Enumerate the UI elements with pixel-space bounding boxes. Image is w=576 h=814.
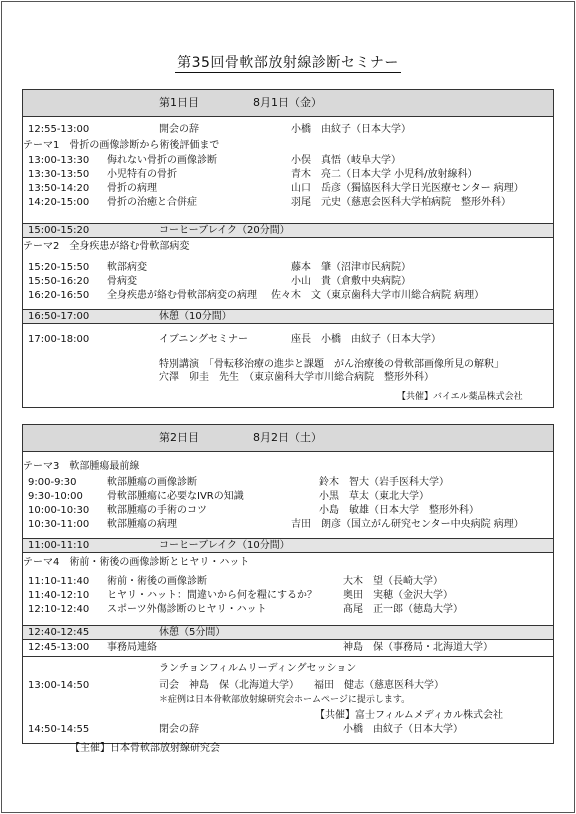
evening-title: イブニングセミナー bbox=[159, 334, 248, 345]
session-row bbox=[23, 261, 553, 274]
session-time: 13:30-13:50 bbox=[28, 169, 90, 180]
session-row bbox=[23, 182, 553, 195]
session-row bbox=[23, 490, 553, 503]
day1-theme1-block bbox=[23, 117, 553, 224]
session-row bbox=[23, 476, 553, 489]
day2-theme3-block bbox=[23, 452, 553, 539]
session-time: 10:00-10:30 bbox=[28, 505, 90, 516]
session-time: 11:40-12:10 bbox=[28, 590, 90, 601]
session-time: 9:30-10:00 bbox=[28, 491, 83, 502]
opening-time: 12:55-13:00 bbox=[28, 124, 90, 135]
session-row bbox=[23, 289, 553, 302]
theme2-heading: テーマ2 全身疾患が絡む骨軟部病変 bbox=[23, 241, 190, 252]
special-lecture-title: 特別講演 「骨転移治療の進歩と課題 がん治療後の骨軟部画像所見の解釈」 bbox=[159, 359, 504, 370]
evening-time: 17:00-18:00 bbox=[28, 334, 90, 345]
session-title: 骨軟部腫瘍に必要なIVRの知識 bbox=[107, 491, 244, 502]
break-time: 16:50-17:00 bbox=[28, 311, 90, 322]
session-row bbox=[23, 589, 553, 602]
session-time: 14:20-15:00 bbox=[28, 197, 90, 208]
rest2-row bbox=[23, 626, 553, 640]
office-time: 12:45-13:00 bbox=[28, 642, 90, 653]
evening-sponsor: 【共催】バイエル薬品株式会社 bbox=[397, 392, 523, 402]
evening-chair: 座長 小橋 由紋子（日本大学） bbox=[291, 334, 441, 345]
session-time: 9:00-9:30 bbox=[28, 477, 77, 488]
rest1-row bbox=[23, 310, 553, 324]
break-time: 11:00-11:10 bbox=[28, 540, 90, 551]
closing-time: 14:50-14:55 bbox=[28, 724, 90, 735]
session-row bbox=[23, 154, 553, 167]
session-title: 骨折の治癒と合併症 bbox=[107, 197, 197, 208]
special-lecture-speaker: 穴澤 卯圭 先生 （東京歯科大学市川総合病院 整形外科） bbox=[159, 372, 434, 383]
organizer-credit: 【主催】日本骨軟部放射線研究会 bbox=[70, 743, 220, 754]
session-time: 16:20-16:50 bbox=[28, 290, 90, 301]
opening-title: 開会の辞 bbox=[159, 124, 199, 135]
luncheon-time: 13:00-14:50 bbox=[28, 680, 90, 691]
session-title: 軟部腫瘍の手術のコツ bbox=[107, 505, 207, 516]
session-title: 骨折の病理 bbox=[107, 183, 157, 194]
break-title: 休憩（5分間） bbox=[159, 627, 226, 638]
luncheon-hosts: 司会 神島 保（北海道大学） 福田 健志（慈恵医科大学） bbox=[159, 680, 444, 691]
session-speaker: 藤本 肇（沼津市民病院） bbox=[291, 262, 411, 273]
session-row bbox=[23, 196, 553, 209]
session-row bbox=[23, 504, 553, 517]
session-time: 13:00-13:30 bbox=[28, 155, 90, 166]
session-speaker: 吉田 朗彦（国立がん研究センター中央病院 病理） bbox=[291, 519, 524, 530]
session-speaker: 小島 敏雄（日本大学 整形外科） bbox=[319, 505, 479, 516]
session-title: 術前・術後の画像診断 bbox=[107, 576, 207, 587]
session-title: 軟部病変 bbox=[107, 262, 147, 273]
day2-theme4-block bbox=[23, 553, 553, 626]
day2-date: 8月2日（土） bbox=[253, 431, 322, 444]
session-time: 13:50-14:20 bbox=[28, 183, 90, 194]
break-time: 12:40-12:45 bbox=[28, 627, 90, 638]
session-row bbox=[23, 168, 553, 181]
session-row bbox=[23, 603, 553, 616]
session-speaker: 奥田 実穂（金沢大学） bbox=[343, 590, 453, 601]
break1-row bbox=[23, 224, 553, 238]
day1-date: 8月1日（金） bbox=[253, 96, 322, 109]
break2-row bbox=[23, 539, 553, 553]
theme1-heading: テーマ1 骨折の画像診断から術後評価まで bbox=[23, 140, 220, 151]
session-title: ヒヤリ・ハット：間違いから何を糧にするか？ bbox=[107, 590, 317, 601]
session-title: スポーツ外傷診断のヒヤリ・ハット bbox=[107, 604, 267, 615]
day1-theme2-block bbox=[23, 238, 553, 310]
opening-person: 小橋 由紋子（日本大学） bbox=[291, 124, 411, 135]
session-title: 軟部腫瘍の病理 bbox=[107, 519, 177, 530]
closing-title: 閉会の辞 bbox=[159, 724, 199, 735]
session-speaker: 青木 亮二（日本大学 小児科/放射線科） bbox=[291, 169, 478, 180]
session-speaker: 小俣 真悟（岐阜大学） bbox=[291, 155, 401, 166]
evening-seminar-block bbox=[23, 324, 553, 407]
session-time: 11:10-11:40 bbox=[28, 576, 90, 587]
luncheon-note: ＊症例は日本骨軟部放射線研究会ホームページに提示します。 bbox=[159, 695, 411, 705]
luncheon-block bbox=[23, 657, 553, 743]
session-title: 骨病変 bbox=[107, 276, 137, 287]
session-row bbox=[23, 518, 553, 531]
opening-row bbox=[23, 123, 553, 136]
day1-label: 第1日目 bbox=[159, 96, 199, 109]
break-time: 15:00-15:20 bbox=[28, 225, 90, 236]
session-title: 軟部腫瘍の画像診断 bbox=[107, 477, 197, 488]
office-title: 事務局連絡 bbox=[107, 642, 157, 653]
day1-schedule bbox=[22, 89, 554, 408]
session-speaker: 大木 望（長崎大学） bbox=[343, 576, 443, 587]
luncheon-sponsor: 【共催】富士フィルムメディカル株式会社 bbox=[315, 710, 503, 721]
day2-label: 第2日目 bbox=[159, 431, 199, 444]
theme3-heading: テーマ3 軟部腫瘍最前線 bbox=[23, 461, 140, 472]
session-speaker: 佐々木 文（東京歯科大学市川総合病院 病理） bbox=[271, 290, 485, 301]
session-speaker: 山口 岳彦（獨協医科大学日光医療センター 病理） bbox=[291, 183, 524, 194]
session-time: 10:30-11:00 bbox=[28, 519, 90, 530]
session-title: 全身疾患が絡む骨軟部病変の病理 bbox=[107, 290, 257, 301]
session-title: 小児特有の骨折 bbox=[107, 169, 177, 180]
office-notice-row bbox=[23, 640, 553, 657]
session-row bbox=[23, 275, 553, 288]
office-person: 神島 保（事務局・北海道大学） bbox=[343, 642, 493, 653]
closing-person: 小橋 由紋子（日本大学） bbox=[343, 724, 463, 735]
session-title: 侮れない骨折の画像診断 bbox=[107, 155, 217, 166]
session-speaker: 小黒 草太（東北大学） bbox=[319, 491, 429, 502]
session-time: 12:10-12:40 bbox=[28, 604, 90, 615]
theme4-heading: テーマ4 術前・術後の画像診断とヒヤリ・ハット bbox=[23, 557, 250, 568]
break-title: コーヒーブレイク（20分間） bbox=[159, 225, 290, 236]
session-speaker: 羽尾 元史（慈恵会医科大学柏病院 整形外科） bbox=[291, 197, 511, 208]
break-title: コーヒーブレイク（10分間） bbox=[159, 540, 290, 551]
luncheon-title: ランチョンフィルムリーディングセッション bbox=[159, 663, 357, 674]
page-title: 第35回骨軟部放射線診断セミナー bbox=[177, 55, 399, 71]
day2-header bbox=[23, 425, 553, 452]
session-speaker: 小山 貴（倉敷中央病院） bbox=[291, 276, 411, 287]
session-time: 15:20-15:50 bbox=[28, 262, 90, 273]
session-time: 15:50-16:20 bbox=[28, 276, 90, 287]
session-speaker: 鈴木 智大（岩手医科大学） bbox=[319, 477, 449, 488]
day1-header bbox=[23, 90, 553, 117]
session-row bbox=[23, 575, 553, 588]
day2-schedule bbox=[22, 424, 554, 744]
break-title: 休憩（10分間） bbox=[159, 311, 232, 322]
session-speaker: 髙尾 正一郎（徳島大学） bbox=[343, 604, 463, 615]
